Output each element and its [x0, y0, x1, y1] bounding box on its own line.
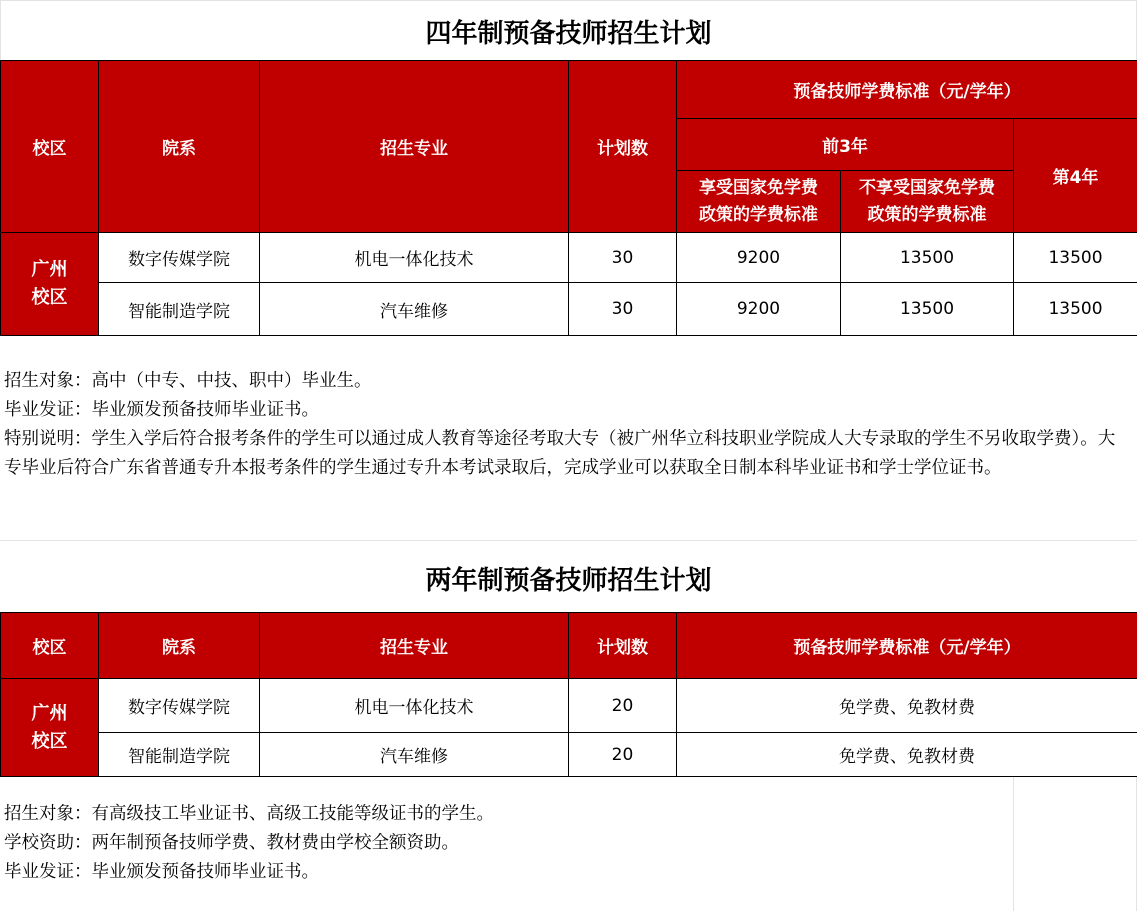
quota-cell: 20 — [569, 733, 677, 777]
note-graduation-certificate: 毕业发证：毕业颁发预备技师毕业证书。 — [4, 862, 319, 882]
header-tuition: 预备技师学费标准（元/学年） — [677, 613, 1137, 679]
table-row — [1, 283, 1137, 336]
table-row — [1, 733, 1137, 777]
header-nofree-policy — [841, 171, 1014, 233]
note-graduation-certificate: 毕业发证：毕业颁发预备技师毕业证书。 — [4, 400, 319, 420]
campus-line1: 广州 — [31, 702, 68, 724]
header-first-3-years: 前3年 — [677, 119, 1014, 171]
quota-cell: 30 — [569, 283, 677, 336]
two-year-plan-notes — [4, 800, 1132, 887]
header-major: 招生专业 — [260, 61, 569, 233]
table-row — [1, 679, 1137, 733]
header-campus: 校区 — [1, 613, 99, 679]
four-year-plan-notes — [4, 367, 1132, 483]
campus-cell — [1, 679, 99, 777]
note-special-explanation: 特别说明：学生入学后符合报考条件的学生可以通过成人教育等途径考取大专（被广州华立科技职业学院成人大专录取的学生不另收取学费）。大专毕业后符合广东省普通专升本报考条件的学生通过专升本考试录取后，完成学业可以获取全日制本科毕业证书和学士学位证书。 — [4, 429, 1116, 478]
header-free-policy — [677, 171, 841, 233]
header-campus: 校区 — [1, 61, 99, 233]
two-year-plan-title: 两年制预备技师招生计划 — [425, 565, 712, 596]
header-quota: 计划数 — [569, 613, 677, 679]
note-school-funding: 学校资助：两年制预备技师学费、教材费由学校全额资助。 — [4, 833, 459, 853]
department-cell: 数字传媒学院 — [99, 679, 260, 733]
four-year-plan-table — [0, 60, 1137, 336]
campus-line2: 校区 — [31, 730, 68, 752]
major-cell: 汽车维修 — [260, 283, 569, 336]
year4-tuition-cell: 13500 — [1014, 233, 1137, 283]
major-cell: 机电一体化技术 — [260, 233, 569, 283]
nofree-tuition-cell: 13500 — [841, 233, 1014, 283]
quota-cell: 30 — [569, 233, 677, 283]
header-free-policy-line2: 政策的学费标准 — [699, 204, 818, 225]
year4-tuition-cell: 13500 — [1014, 283, 1137, 336]
header-quota: 计划数 — [569, 61, 677, 233]
free-tuition-cell: 9200 — [677, 233, 841, 283]
tuition-cell: 免学费、免教材费 — [677, 679, 1137, 733]
tuition-cell: 免学费、免教材费 — [677, 733, 1137, 777]
header-major: 招生专业 — [260, 613, 569, 679]
nofree-tuition-cell: 13500 — [841, 283, 1014, 336]
four-year-plan-title: 四年制预备技师招生计划 — [425, 18, 712, 49]
department-cell: 智能制造学院 — [99, 733, 260, 777]
department-cell: 数字传媒学院 — [99, 233, 260, 283]
quota-cell: 20 — [569, 679, 677, 733]
header-department: 院系 — [99, 613, 260, 679]
major-cell: 汽车维修 — [260, 733, 569, 777]
campus-cell — [1, 233, 99, 336]
two-year-plan-table — [0, 612, 1137, 777]
header-department: 院系 — [99, 61, 260, 233]
note-enrollment-target: 招生对象：有高级技工毕业证书、高级工技能等级证书的学生。 — [4, 804, 494, 824]
campus-line1: 广州 — [31, 259, 68, 280]
gridline — [0, 540, 1137, 541]
free-tuition-cell: 9200 — [677, 283, 841, 336]
campus-line2: 校区 — [31, 287, 68, 308]
department-cell: 智能制造学院 — [99, 283, 260, 336]
note-enrollment-target: 招生对象：高中（中专、中技、职中）毕业生。 — [4, 371, 372, 391]
major-cell: 机电一体化技术 — [260, 679, 569, 733]
header-tuition-group: 预备技师学费标准（元/学年） — [677, 61, 1137, 119]
header-year-4: 第4年 — [1014, 119, 1137, 233]
header-free-policy-line1: 享受国家免学费 — [699, 177, 818, 198]
header-nofree-policy-line2: 政策的学费标准 — [867, 204, 987, 225]
table-row — [1, 233, 1137, 283]
header-nofree-policy-line1: 不享受国家免学费 — [859, 177, 995, 198]
